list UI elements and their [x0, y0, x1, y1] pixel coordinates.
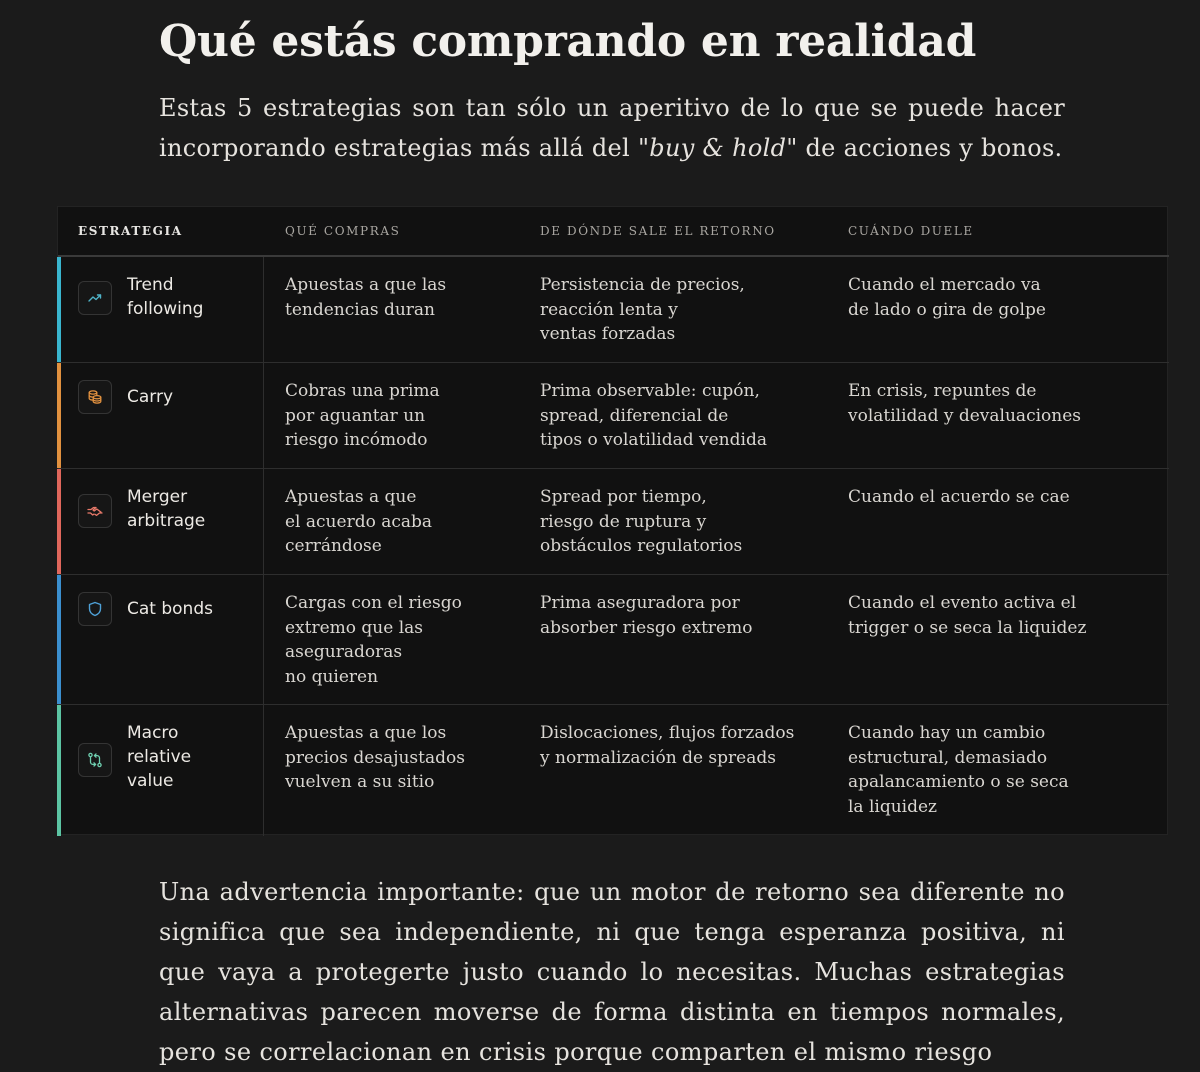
- what-cell: Apuestas a que los precios desajustados vuelven a su sitio: [285, 723, 465, 792]
- table-row: [58, 575, 1169, 705]
- table-row: [58, 257, 1169, 363]
- what-cell: Apuestas a que el acuerdo acaba cerrándose: [285, 487, 433, 556]
- source-cell: Dislocaciones, flujos forzados y normalización de spreads: [540, 723, 795, 768]
- header-what: QUÉ COMPRAS: [285, 224, 401, 238]
- warning-paragraph: Una advertencia importante: que un motor de retorno sea diferente no significa que sea independiente, ni que tenga esperanza positiva, ni que vaya a protegerte justo cuando lo necesitas. Muchas estrategias alternativas parecen moverse de forma distinta en tiempos normales, pero se correlacionan en crisis porque comparten el mismo riesgo: [159, 878, 1065, 1066]
- source-cell: Prima aseguradora por absorber riesgo extremo: [540, 593, 753, 638]
- strategies-table: [57, 206, 1168, 835]
- intro-emphasis: "buy & hold": [637, 134, 798, 162]
- intro-text-end: de acciones y bonos.: [797, 134, 1063, 162]
- page-title: Qué estás comprando en realidad: [159, 16, 977, 67]
- coins-icon: [78, 380, 112, 414]
- what-cell: Apuestas a que las tendencias duran: [285, 275, 447, 320]
- source-cell: Spread por tiempo, riesgo de ruptura y obstáculos regulatorios: [540, 487, 743, 556]
- pain-cell: Cuando hay un cambio estructural, demasiado apalancamiento o se seca la liquidez: [848, 723, 1069, 817]
- intro-paragraph: [159, 88, 1065, 168]
- table-row: [58, 705, 1169, 836]
- what-cell: Cargas con el riesgo extremo que las aseguradoras no quieren: [285, 593, 462, 687]
- what-cell: Cobras una prima por aguantar un riesgo incómodo: [285, 381, 440, 450]
- pain-cell: Cuando el evento activa el trigger o se seca la liquidez: [848, 593, 1087, 638]
- pain-cell: Cuando el acuerdo se cae: [848, 487, 1070, 507]
- strategy-cell: [58, 257, 264, 362]
- strategy-name: Carry: [127, 387, 174, 407]
- swap-arrows-icon: [78, 743, 112, 777]
- strategy-name: Cat bonds: [127, 599, 213, 619]
- strategy-name: Merger arbitrage: [127, 487, 206, 531]
- table-row: [58, 363, 1169, 469]
- shield-icon: [78, 592, 112, 626]
- strategy-cell: [58, 575, 264, 704]
- intro-text: Estas 5 estrategias son tan sólo un aperitivo de lo que se puede hacer incorporando estrategias más allá del: [159, 94, 1065, 162]
- header-strategy: ESTRATEGIA: [78, 224, 183, 238]
- strategy-cell: [58, 363, 264, 468]
- source-cell: Prima observable: cupón, spread, diferencial de tipos o volatilidad vendida: [540, 381, 767, 450]
- pain-cell: Cuando el mercado va de lado o gira de golpe: [848, 275, 1046, 320]
- pain-cell: En crisis, repuntes de volatilidad y devaluaciones: [848, 381, 1081, 426]
- strategy-cell: [58, 705, 264, 836]
- strategy-name: Trend following: [127, 275, 204, 319]
- header-pain: CUÁNDO DUELE: [848, 224, 974, 238]
- header-source: DE DÓNDE SALE EL RETORNO: [540, 224, 776, 238]
- table-row: [58, 469, 1169, 575]
- handshake-icon: [78, 494, 112, 528]
- trending-up-icon: [78, 281, 112, 315]
- source-cell: Persistencia de precios, reacción lenta y ventas forzadas: [540, 275, 745, 344]
- table-header: [58, 207, 1169, 257]
- strategy-cell: [58, 469, 264, 574]
- strategy-name: Macro relative value: [127, 723, 192, 791]
